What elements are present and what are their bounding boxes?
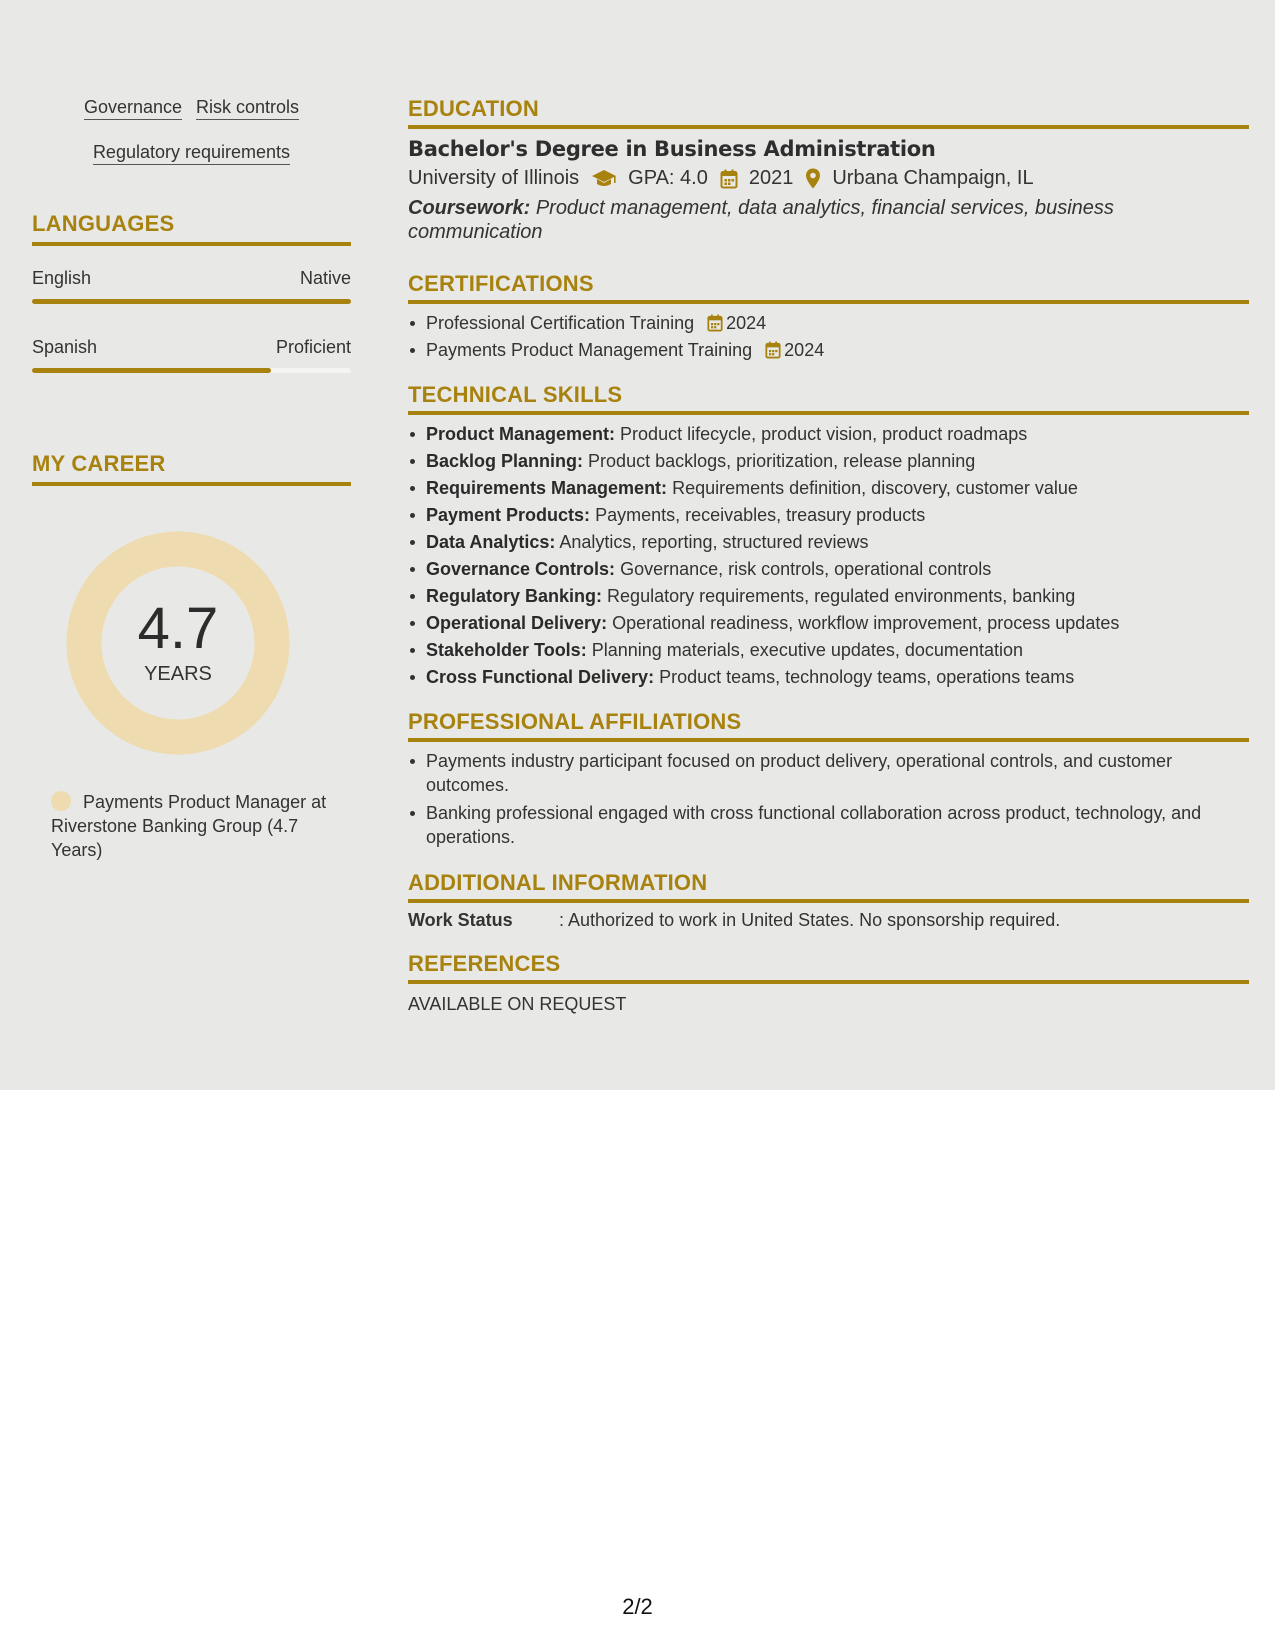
coursework-text: Product management, data analytics, financial services, business communication	[408, 197, 1114, 243]
certification-name: Payments Product Management Training	[426, 340, 753, 360]
language-bar-english	[32, 299, 351, 304]
skill-value: Operational readiness, workflow improvement, process updates	[612, 613, 1120, 633]
section-divider	[32, 482, 351, 486]
work-status-value: : Authorized to work in United States. No sponsorship required.	[559, 910, 1061, 930]
language-level: Native	[299, 268, 351, 288]
skill-value: Regulatory requirements, regulated environments, banking	[607, 586, 1076, 606]
school-location: Urbana Champaign, IL	[832, 167, 1034, 189]
language-bar-fill	[32, 299, 351, 304]
section-title: ADDITIONAL INFORMATION	[408, 870, 708, 895]
work-status-label: Work Status	[408, 910, 513, 930]
calendar-icon	[720, 169, 738, 189]
section-title: PROFESSIONAL AFFILIATIONS	[408, 709, 742, 734]
skills-list	[408, 422, 1249, 689]
section-title: TECHNICAL SKILLS	[408, 382, 623, 407]
career-legend-item	[51, 790, 331, 862]
skill-value: Governance, risk controls, operational controls	[620, 559, 992, 579]
degree-title: Bachelor's Degree in Business Administration	[408, 137, 936, 161]
skill-label: Requirements Management:	[426, 478, 668, 498]
skill-tags	[32, 86, 351, 176]
certification-name: Professional Certification Training	[426, 313, 695, 333]
skill-tag: Risk controls	[196, 96, 299, 120]
career-total-years: 4.7	[137, 596, 219, 661]
calendar-icon	[765, 341, 781, 359]
work-status	[408, 910, 1249, 934]
list-item: Banking professional engaged with cross functional collaboration across product, technology, and operations.	[426, 801, 1249, 849]
certification-year: 2024	[784, 340, 825, 360]
skill-label: Data Analytics:	[426, 532, 556, 552]
language-name: Spanish	[32, 337, 98, 357]
graduation-cap-icon	[591, 169, 617, 189]
certifications-list	[408, 311, 1249, 362]
list-item	[426, 611, 1249, 635]
list-item	[426, 584, 1249, 608]
section-divider	[408, 980, 1249, 984]
list-item	[426, 476, 1249, 500]
affiliations-list	[408, 749, 1249, 849]
skill-value: Product teams, technology teams, operations teams	[659, 667, 1075, 687]
section-divider	[408, 125, 1249, 129]
skill-value: Analytics, reporting, structured reviews	[559, 532, 869, 552]
page-number: 2/2	[622, 1594, 653, 1619]
list-item: Payments industry participant focused on product delivery, operational controls, and customer outcomes.	[426, 749, 1249, 797]
section-title: LANGUAGES	[32, 211, 175, 236]
legend-dot	[51, 791, 71, 811]
skill-label: Governance Controls:	[426, 559, 616, 579]
list-item	[426, 311, 1249, 335]
location-pin-icon	[805, 168, 821, 189]
section-divider	[408, 899, 1249, 903]
skill-value: Requirements definition, discovery, customer value	[672, 478, 1078, 498]
career-section	[32, 451, 351, 486]
list-item	[426, 557, 1249, 581]
list-item	[426, 530, 1249, 554]
career-legend-label: Payments Product Manager at Riverstone Banking Group (4.7 Years)	[51, 792, 327, 860]
education-section	[408, 96, 1249, 244]
section-title: REFERENCES	[408, 951, 561, 976]
skill-label: Cross Functional Delivery:	[426, 667, 655, 687]
education-details	[408, 167, 1249, 190]
skill-tag: Governance	[84, 96, 182, 120]
section-title: MY CAREER	[32, 451, 166, 476]
graduation-year: 2021	[748, 167, 794, 189]
certification-year: 2024	[726, 313, 767, 333]
affiliations-section	[408, 709, 1249, 853]
section-title: CERTIFICATIONS	[408, 271, 594, 296]
gpa: GPA: 4.0	[628, 167, 708, 189]
technical-skills-section	[408, 382, 1249, 692]
skill-label: Payment Products:	[426, 505, 591, 525]
language-level: Proficient	[275, 337, 351, 357]
skill-label: Stakeholder Tools:	[426, 640, 587, 660]
section-divider	[32, 242, 351, 246]
skill-value: Product lifecycle, product vision, product roadmaps	[620, 424, 1028, 444]
references-text: AVAILABLE ON REQUEST	[408, 994, 627, 1014]
references-section	[408, 951, 1249, 1015]
language-spanish	[32, 337, 351, 358]
career-total-unit: YEARS	[144, 663, 212, 685]
skill-label: Regulatory Banking:	[426, 586, 603, 606]
skill-label: Backlog Planning:	[426, 451, 584, 471]
language-english	[32, 268, 351, 289]
list-item	[426, 503, 1249, 527]
additional-info-section	[408, 870, 1249, 934]
section-divider	[408, 411, 1249, 415]
certifications-section	[408, 271, 1249, 365]
skill-label: Operational Delivery:	[426, 613, 608, 633]
section-title: EDUCATION	[408, 96, 539, 121]
list-item	[426, 422, 1249, 446]
skill-value: Payments, receivables, treasury products	[595, 505, 926, 525]
skill-value: Product backlogs, prioritization, release planning	[588, 451, 976, 471]
skill-tag: Regulatory requirements	[93, 141, 290, 165]
coursework	[408, 196, 1249, 244]
language-bar-spanish	[32, 368, 351, 373]
career-donut-chart	[66, 531, 290, 755]
coursework-label: Coursework:	[408, 197, 531, 219]
section-divider	[408, 300, 1249, 304]
section-divider	[408, 738, 1249, 742]
skill-value: Planning materials, executive updates, documentation	[591, 640, 1023, 660]
list-item	[426, 338, 1249, 362]
list-item	[426, 449, 1249, 473]
language-name: English	[32, 268, 92, 288]
language-bar-fill	[32, 368, 271, 373]
languages-section	[32, 211, 351, 246]
calendar-icon	[707, 314, 723, 332]
list-item	[426, 638, 1249, 662]
school-name: University of Illinois	[408, 167, 580, 189]
list-item	[426, 665, 1249, 689]
skill-label: Product Management:	[426, 424, 616, 444]
